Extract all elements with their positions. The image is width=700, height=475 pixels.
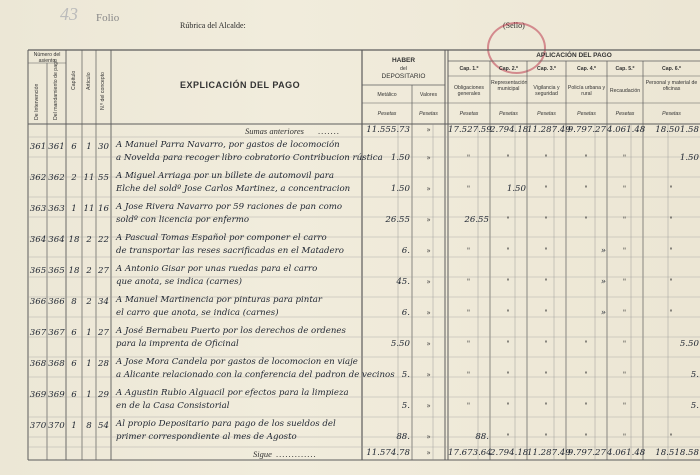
- entry-cap5-ditto: ": [622, 371, 627, 379]
- valores-header: Valores: [419, 92, 438, 98]
- entry-cap2-ditto: ": [506, 433, 510, 441]
- entry-cap1-ditto: ": [466, 402, 471, 410]
- entry-cap5-ditto: ": [622, 216, 627, 224]
- entry-cap4: »: [600, 277, 606, 287]
- entry-concepto: 27: [98, 266, 109, 276]
- metalico-header: Metálico: [377, 92, 397, 98]
- entry-articulo: 1: [86, 142, 92, 152]
- entry-capitulo: 6: [71, 359, 77, 369]
- entry-description-line2: el carro que anota, se indica (carnes): [116, 308, 279, 318]
- sumas-cap3: 11.287.49: [527, 125, 571, 135]
- entry-cap3-ditto: ": [544, 371, 548, 379]
- entry-intervencion: 363: [29, 204, 47, 214]
- sigue-valores: »: [426, 449, 431, 457]
- intervencion-header: De Intervención: [34, 83, 40, 120]
- entry-articulo: 1: [86, 328, 92, 338]
- entry-metalico: 1.50: [390, 184, 410, 194]
- entry-cap1-ditto: ": [466, 309, 471, 317]
- entry-capitulo: 6: [71, 390, 77, 400]
- entry-intervencion: 361: [29, 142, 47, 152]
- sigue-label: Sigue: [253, 449, 272, 459]
- cap4-desc: Policía urbana y rural: [567, 85, 606, 97]
- entry-description-line2: que anota, se indica (carnes): [116, 277, 242, 287]
- entry-cap3-ditto: ": [544, 247, 548, 255]
- entry-capitulo: 18: [68, 235, 80, 245]
- sumas-leader: .......: [318, 126, 340, 136]
- entry-cap6-ditto: ": [669, 247, 673, 255]
- entry-mandamiento: 367: [48, 328, 65, 338]
- entry-articulo: 11: [83, 173, 95, 183]
- sigue-cap4: 9.797.27: [567, 448, 606, 458]
- rubrica-label: Rúbrica del Alcalde:: [180, 21, 246, 30]
- cap6-desc: Personal y material de oficinas: [645, 80, 698, 92]
- cap1-header: Cap. 1.º: [459, 66, 479, 72]
- entry-concepto: 16: [98, 204, 109, 214]
- entry-cap6: 5.: [690, 370, 699, 380]
- entry-metalico: 45.: [396, 277, 410, 287]
- entry-cap5-ditto: ": [622, 309, 627, 317]
- entry-cap2-ditto: ": [506, 216, 510, 224]
- entry-cap1-ditto: ": [466, 247, 471, 255]
- entry-cap1: 88.: [475, 432, 489, 442]
- mandamiento-header: Del mandamiento de pago: [53, 59, 59, 120]
- entry-metalico: 5.: [401, 370, 410, 380]
- entry-cap3-ditto: ": [544, 185, 548, 193]
- entry-cap3-ditto: ": [544, 433, 548, 441]
- haber-header: HABER: [391, 57, 416, 64]
- pesetas-cap5: Pesetas: [615, 111, 635, 117]
- entry-description-line1: A Manuel Martinencia por pinturas para pintar: [116, 295, 323, 305]
- haber-del: del: [400, 66, 407, 72]
- entry-capitulo: 2: [71, 173, 77, 183]
- pesetas-metalico: Pesetas: [377, 111, 397, 117]
- entry-valores: »: [426, 154, 431, 162]
- sumas-anteriores-label: Sumas anteriores: [245, 126, 304, 136]
- entry-description-line1: A Pascual Tomas Español por componer el carro: [116, 233, 327, 243]
- entry-cap6: 1.50: [679, 153, 699, 163]
- aplicacion-header: APLICACIÓN DEL PAGO: [536, 52, 612, 59]
- entry-cap4-ditto: ": [584, 185, 588, 193]
- pesetas-cap6: Pesetas: [662, 111, 681, 117]
- cap3-desc: Vigilancia y seguridad: [533, 85, 560, 97]
- explicacion-header: EXPLICACIÓN DEL PAGO: [180, 80, 301, 90]
- entry-metalico: 1.50: [390, 153, 410, 163]
- sumas-cap5: 4.061.48: [607, 125, 646, 135]
- entry-cap6: 5.: [690, 401, 699, 411]
- entry-description-line1: A José Bernabeu Puerto por los derechos de ordenes: [116, 326, 346, 336]
- entry-cap4-ditto: ": [584, 216, 588, 224]
- entry-cap6-ditto: ": [669, 309, 673, 317]
- entry-intervencion: 366: [29, 297, 47, 307]
- entry-capitulo: 1: [71, 421, 77, 431]
- entry-description-line1: A Agustin Rubio Alguacil por efectos para la limpieza: [116, 388, 349, 398]
- sigue-metalico: 11.574.78: [366, 448, 410, 458]
- entry-description-line2: a Novelda para recoger libro cobratorio Contribucion rústica: [116, 153, 383, 163]
- entry-cap1-ditto: ": [466, 154, 471, 162]
- entry-cap2-ditto: ": [506, 278, 510, 286]
- entry-concepto: 55: [98, 173, 109, 183]
- entry-mandamiento: 364: [48, 235, 65, 245]
- entry-cap6-ditto: ": [669, 278, 673, 286]
- entry-intervencion: 368: [29, 359, 47, 369]
- entry-articulo: 2: [86, 266, 92, 276]
- entry-cap5-ditto: ": [622, 402, 627, 410]
- cap2-desc: Representación municipal: [491, 80, 528, 92]
- entry-capitulo: 8: [71, 297, 77, 307]
- pesetas-cap3: Pesetas: [537, 111, 556, 117]
- entry-cap5-ditto: ": [622, 154, 627, 162]
- entry-cap2: 1.50: [506, 184, 526, 194]
- entry-capitulo: 1: [71, 204, 77, 214]
- cap1-desc: Obligaciones generales: [454, 85, 484, 97]
- entry-cap6: 5.50: [679, 339, 699, 349]
- pesetas-cap2: Pesetas: [499, 111, 518, 117]
- entry-cap6-ditto: ": [669, 216, 673, 224]
- cap3-header: Cap. 3.º: [537, 66, 556, 72]
- sigue-cap1: 17.673.64: [448, 448, 492, 458]
- entry-concepto: 28: [98, 359, 109, 369]
- entry-valores: »: [426, 278, 431, 286]
- entry-description-line1: A Miguel Arriaga por un billete de automovil para: [116, 171, 335, 181]
- cap5-header: Cap. 5.º: [615, 66, 635, 72]
- entry-cap4-ditto: ": [584, 402, 588, 410]
- entry-cap1-ditto: ": [466, 185, 471, 193]
- entry-valores: »: [426, 433, 431, 441]
- entry-concepto: 34: [98, 297, 109, 307]
- entry-articulo: 2: [86, 297, 92, 307]
- sumas-metalico: 11.555.73: [366, 125, 410, 135]
- asiento-header: Número del asiento: [33, 52, 61, 64]
- entry-cap5-ditto: ": [622, 433, 627, 441]
- entry-cap5-ditto: ": [622, 247, 627, 255]
- entry-cap1: 26.55: [464, 215, 489, 225]
- entry-cap2-ditto: ": [506, 340, 510, 348]
- entry-mandamiento: 370: [48, 421, 65, 431]
- entry-description-line2: soldº con licencia por enfermo: [116, 215, 250, 225]
- cap2-header: Cap. 2.º: [499, 66, 518, 72]
- entry-metalico: 6.: [401, 308, 410, 318]
- sumas-cap6: 18.501.58: [655, 125, 699, 135]
- entry-articulo: 1: [86, 359, 92, 369]
- entry-capitulo: 18: [68, 266, 80, 276]
- entry-cap5-ditto: ": [622, 185, 627, 193]
- entry-metalico: 6.: [401, 246, 410, 256]
- entry-description-line1: A Antonio Gisar por unas ruedas para el carro: [116, 264, 318, 274]
- entry-cap5-ditto: ": [622, 278, 627, 286]
- sigue-cap3: 11.287.49: [527, 448, 571, 458]
- entry-metalico: 5.50: [390, 339, 410, 349]
- entry-mandamiento: 366: [48, 297, 65, 307]
- entry-description-line1: A Jose Rivera Navarro por 59 raciones de pan como: [116, 202, 343, 212]
- entry-concepto: 30: [98, 142, 109, 152]
- sumas-cap2: 2.794.18: [490, 125, 529, 135]
- entry-intervencion: 362: [29, 173, 47, 183]
- entry-cap1-ditto: ": [466, 340, 471, 348]
- entry-cap6-ditto: ": [669, 433, 673, 441]
- entry-cap5-ditto: ": [622, 340, 627, 348]
- entry-cap2-ditto: ": [506, 154, 510, 162]
- entry-cap2-ditto: ": [506, 309, 510, 317]
- cap5-desc: Recaudación: [609, 88, 641, 94]
- entry-mandamiento: 361: [48, 142, 65, 152]
- entry-articulo: 1: [86, 390, 92, 400]
- entry-articulo: 8: [86, 421, 92, 431]
- articulo-header: Artículo: [86, 72, 92, 90]
- entry-cap1-ditto: ": [466, 371, 471, 379]
- entry-cap2-ditto: ": [506, 371, 510, 379]
- entry-cap2-ditto: ": [506, 402, 510, 410]
- entry-description-line1: A Manuel Parra Navarro, por gastos de locomoción: [116, 140, 340, 150]
- entry-valores: »: [426, 309, 431, 317]
- entry-cap4: »: [600, 246, 606, 256]
- entry-cap3-ditto: ": [544, 340, 548, 348]
- entry-articulo: 11: [83, 204, 95, 214]
- entry-valores: »: [426, 216, 431, 224]
- entry-cap4-ditto: ": [584, 433, 588, 441]
- cap6-header: Cap. 6.º: [662, 66, 681, 72]
- entry-concepto: 54: [98, 421, 109, 431]
- entry-concepto: 29: [98, 390, 109, 400]
- entry-concepto: 27: [98, 328, 109, 338]
- folio-label: Folio: [96, 12, 120, 24]
- entry-cap3-ditto: ": [544, 216, 548, 224]
- entry-mandamiento: 362: [48, 173, 65, 183]
- entry-capitulo: 6: [71, 328, 77, 338]
- sumas-cap4: 9.797.27: [567, 125, 606, 135]
- entry-cap1-ditto: ": [466, 278, 471, 286]
- entry-description-line2: primer correspondiente al mes de Agosto: [116, 432, 297, 442]
- entry-mandamiento: 368: [48, 359, 65, 369]
- entry-cap4-ditto: ": [584, 371, 588, 379]
- entry-description-line1: A Jose Mora Candela por gastos de locomocion en viaje: [116, 357, 358, 367]
- entry-concepto: 22: [98, 235, 109, 245]
- pesetas-cap4: Pesetas: [577, 111, 596, 117]
- sigue-cap5: 4.061.48: [607, 448, 646, 458]
- entry-mandamiento: 363: [48, 204, 65, 214]
- entry-intervencion: 369: [29, 390, 47, 400]
- entry-description-line2: en de la Casa Consistorial: [116, 401, 230, 411]
- entry-valores: »: [426, 247, 431, 255]
- entry-intervencion: 365: [29, 266, 47, 276]
- concepto-header: N.º del concepto: [100, 72, 106, 110]
- entry-cap3-ditto: ": [544, 309, 548, 317]
- sigue-cap2: 2.794.18: [490, 448, 529, 458]
- entry-cap4-ditto: ": [584, 340, 588, 348]
- entry-description-line2: a Alicante relacionado con la conferencia del padron de vecinos: [116, 370, 395, 380]
- entry-articulo: 2: [86, 235, 92, 245]
- entry-valores: »: [426, 340, 431, 348]
- pesetas-cap1: Pesetas: [459, 111, 479, 117]
- entry-description-line2: Elche del soldº Jose Carlos Martinez, a concentracion: [116, 184, 351, 194]
- cap4-header: Cap. 4.º: [577, 66, 596, 72]
- entry-description-line2: para la imprenta de Oficinal: [116, 339, 239, 349]
- capitulo-header: Capítulo: [71, 70, 77, 90]
- folio-number: 43: [60, 4, 78, 24]
- entry-mandamiento: 365: [48, 266, 65, 276]
- entry-description-line1: Al propio Depositario para pago de los sueldos del: [116, 419, 336, 429]
- entry-metalico: 26.55: [385, 215, 410, 225]
- depositario-header: DEPOSITARIO: [381, 73, 426, 80]
- pesetas-valores: Pesetas: [419, 111, 438, 117]
- entry-cap3-ditto: ": [544, 154, 548, 162]
- entry-cap2-ditto: ": [506, 247, 510, 255]
- sello-label: (Sello): [503, 21, 525, 30]
- sigue-cap6: 18.518.58: [655, 448, 699, 458]
- entry-cap6-ditto: ": [669, 185, 673, 193]
- entry-mandamiento: 369: [48, 390, 65, 400]
- entry-intervencion: 364: [29, 235, 47, 245]
- entry-valores: »: [426, 402, 431, 410]
- entry-metalico: 5.: [401, 401, 410, 411]
- entry-cap3-ditto: ": [544, 402, 548, 410]
- sumas-cap1: 17.527.59: [448, 125, 492, 135]
- entry-valores: »: [426, 185, 431, 193]
- sumas-valores: »: [426, 126, 431, 134]
- entry-cap3-ditto: ": [544, 278, 548, 286]
- entry-capitulo: 6: [71, 142, 77, 152]
- sigue-leader: .............: [276, 449, 317, 459]
- entry-cap4: »: [600, 308, 606, 318]
- entry-cap4-ditto: ": [584, 154, 588, 162]
- entry-description-line2: de transportar las reses sacrificadas en el Matadero: [116, 246, 344, 256]
- entry-intervencion: 367: [29, 328, 47, 338]
- entry-intervencion: 370: [29, 421, 47, 431]
- entry-valores: »: [426, 371, 431, 379]
- entry-metalico: 88.: [396, 432, 410, 442]
